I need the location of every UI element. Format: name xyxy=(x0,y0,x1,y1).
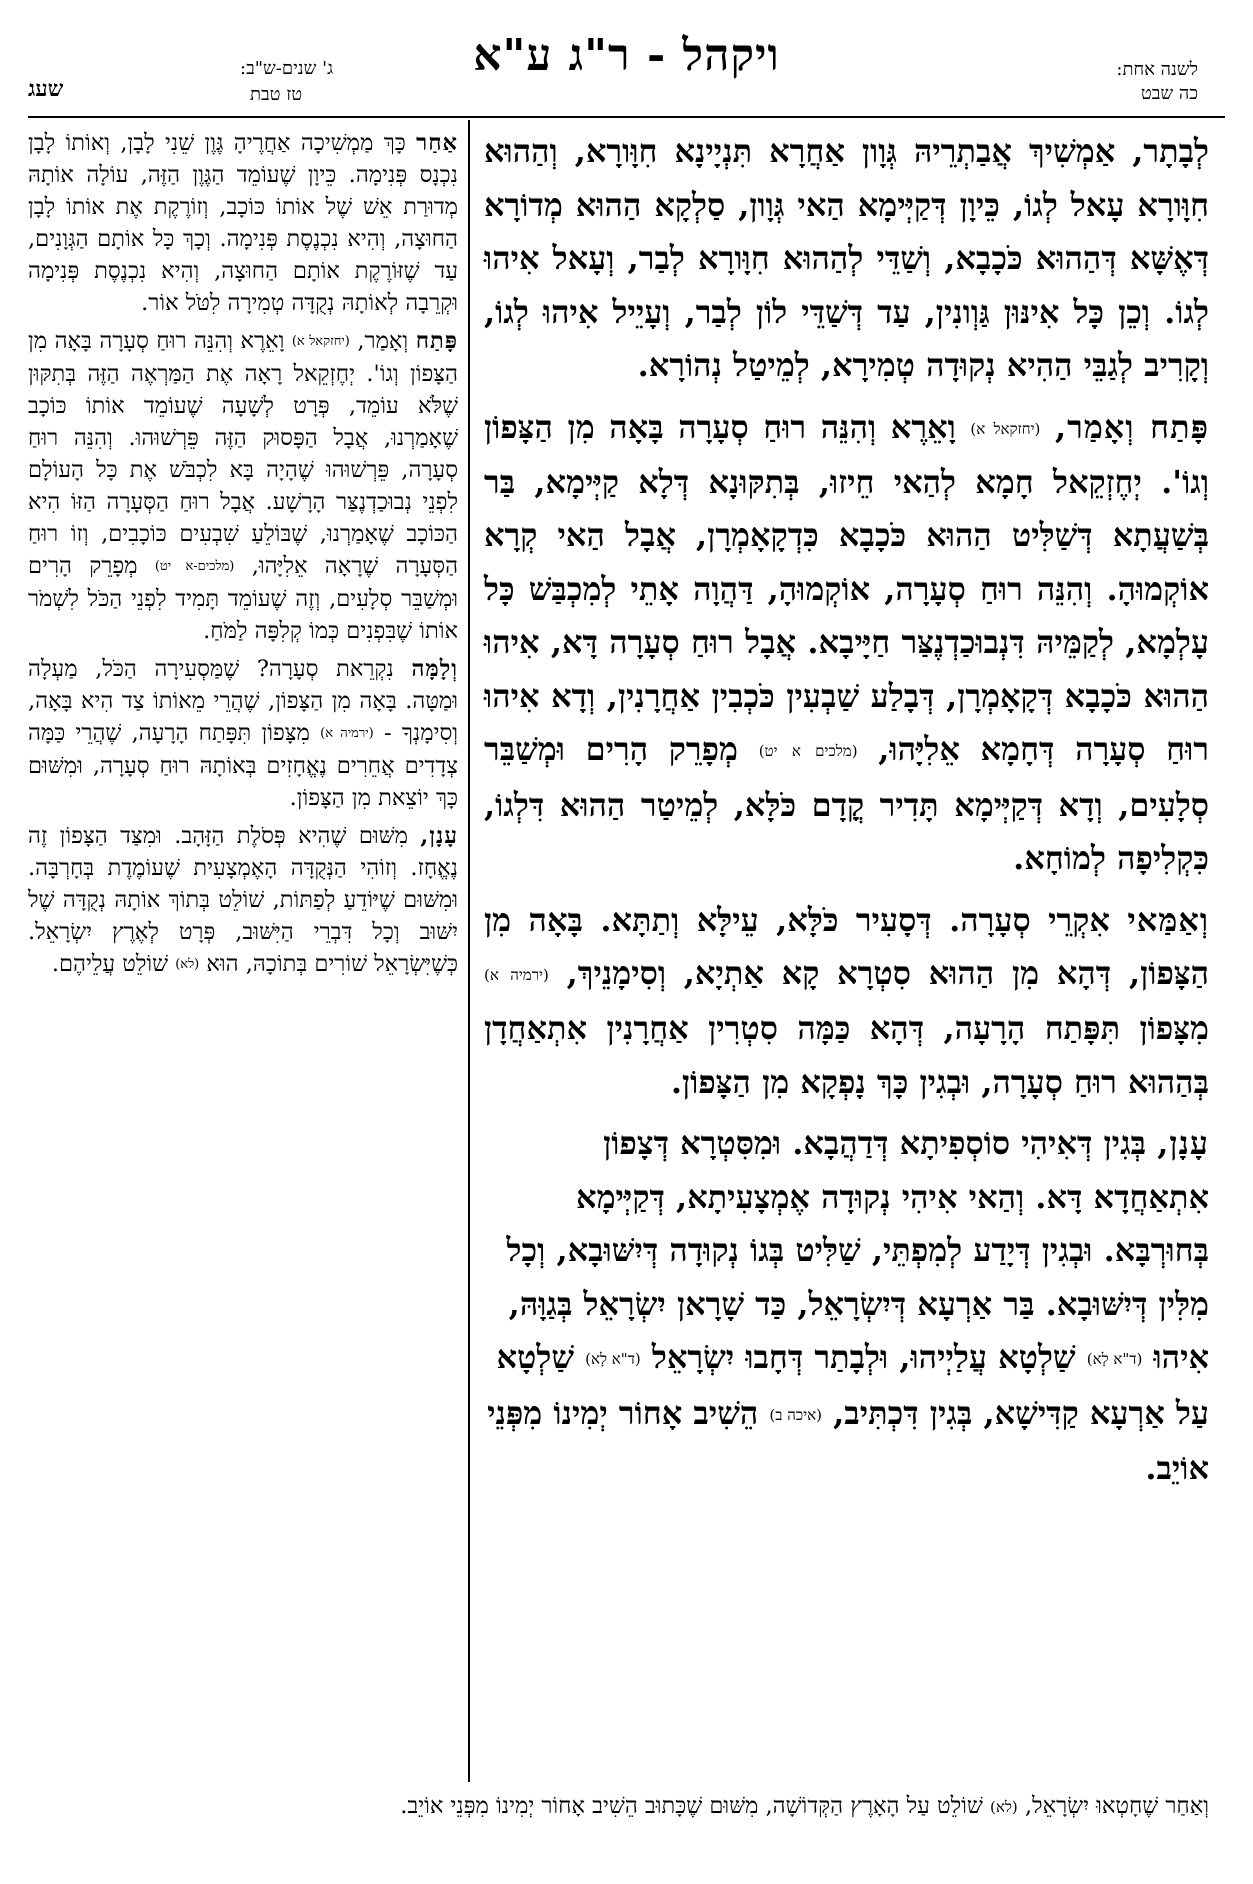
translation-paragraph xyxy=(28,127,458,319)
source-reference: (איכה ב) xyxy=(769,1405,823,1424)
paragraph-lead: עָנָן, xyxy=(420,823,459,849)
translation-text: כָּךְ מַמְשִׁיכָה אַחֲרֶיהָ גֶּוֶן שֵׁנִי לָבָן, וְאוֹתוֹ לָבָן נִכְנָס פְּנִימָה. כֵּיוָן שֶׁעוֹמֵד הַגֶּוֶן הַזֶּה, עוֹלָה אוֹתָהּ מְדוּרַת אֵשׁ שֶׁל אוֹתוֹ כּוֹכָב, וְזוֹרֶקֶת אֶת אוֹתוֹ לָבָן הַחוּצָה, וְהִיא נִכְנֶסֶת פְּנִימָה. וְכָךְ כָּל אוֹתָם הַגְּוָנִים, עַד שֶׁזּוֹרֶקֶת אוֹתָם הַחוּצָה, וְהִיא נִכְנֶסֶת פְּנִימָה וּקְרֵבָה לְאוֹתָהּ נְקֻדָּה טְמִירָה לִטֹּל אוֹר. xyxy=(28,130,458,316)
main-paragraph-text: וָאֵרֶא וְהִנֵּה רוּחַ סְעָרָה בָּאָה מִן הַצָּפוֹן וְגוֹ'. יְחֶזְקֵאל חָמָא לְהַאי חֵיזוּ, בְּתִקּוּנָא דְּלָא קַיְּימָא, בַּר בְּשַׁעֲתָא דְּשַׁלִּיט הַהוּא כֹּכָבָא כִּדְקָאָמְרָן, אֲבָל הַאי קְרָא אוֹקְמוּהָ. וְהִנֵּה רוּחַ סְעָרָה, אוֹקְמוּהָ, דַּהֲוָה אָתֵי לְמִכְבַּשׁ כָּל עָלְמָא, לְקַמֵּיהּ דִּנְבוּכַדְנֶצַּר חַיָּיבָא. אֲבָל רוּחַ סְעָרָה דָּא, אִיהוּ הַהוּא כֹּכָבָא דְּקָאָמְרָן, דְּבָלַע שַׁבְעִין כֹּכְבִין אַחֲרָנִין, וְדָא אִיהוּ רוּחַ סְעָרָה דְּחָמָא אֵלִיָּהוּ, xyxy=(484,407,1210,769)
column-divider xyxy=(468,120,470,1782)
source-reference: (ירמיה א) xyxy=(320,726,374,741)
main-paragraph-text: שַׁלְטָא עַל אַרְעָא קַדִּישָׁא, בְּגִין דִּכְתִּיב, xyxy=(496,1338,1209,1432)
translation-paragraph xyxy=(28,325,458,647)
source-reference: (ד"א לָא) xyxy=(585,1350,641,1368)
translation-text: שׁוֹלֵט עַל הָאָרֶץ הַקְּדוֹשָׁה, מִשּׁוּם שֶׁכָּתוּב הֵשִׁיב אָחוֹר יְמִינוֹ מִפְּנֵי אוֹיֵב. xyxy=(400,1793,983,1819)
header-date-right: כה שבט xyxy=(1140,83,1198,104)
main-paragraph-text: אִקְרֵי סְעָרָה. דְּסָעִיר כֹּלָּא, עֵילָּא וְתַתָּא. בָּאָה מִן הַצָּפוֹן, דְּהָא מִן הַהוּא סִטְרָא קָא אַתְיָא, וְסִימָנֵיךְ, xyxy=(484,900,1210,992)
paragraph-lead: וְלָמָּה xyxy=(411,656,458,682)
page-number: שעג xyxy=(28,76,64,102)
paragraph-lead: אַחַר xyxy=(416,130,458,156)
translation-text: מִשּׁוּם שֶׁהִיא פְּסֹלֶת הַזָּהָב. וּמִצַּד הַצָּפוֹן זֶה נֶאֱחָז. וְזוֹהִי הַנְּקֻדָּה הָאֶמְצָעִית שֶׁעוֹמֶדֶת בְּחָרְבָּה. וּמִשּׁוּם שֶׁיּוֹדֵעַ לְפַתּוֹת, שׁוֹלֵט בְּתוֹךְ אוֹתָהּ נְקֻדָּה שֶׁל יִשּׁוּב וְכָל דִּבְרֵי הַיִּשּׁוּב, פְּרָט לְאֶרֶץ יִשְׂרָאֵל. כְּשֶׁיִּשְׂרָאֵל שׁוֹרִים בְּתוֹכָהּ, הוּא xyxy=(28,823,458,977)
translation-text: מִצָּפוֹן תִּפָּתַח הָרָעָה, שֶׁהֲרֵי כַּמָּה צְדָדִים אֲחֵרִים נֶאֱחָזִים בְּאוֹתָהּ רוּחַ סְעָרָה, וּמִשּׁוּם כָּךְ יוֹצֵאת מִן הַצָּפוֹן. xyxy=(28,720,458,811)
translation-text: וְאַחַר שֶׁחָטְאוּ יִשְׂרָאֵל, xyxy=(1024,1793,1209,1819)
translation-text: נִקְרֵאת סְעָרָה? שֶׁמַּסְעִירָה הַכֹּל, מַעְלָה וּמַטָּה. בָּאָה מִן הַצָּפוֹן, שֶׁהֲרֵי מֵאוֹתוֹ צַד הִיא בָּאָה, וְסִימָנְךָ - xyxy=(28,656,459,746)
main-paragraph-text: מְפָרֵק הָרִים וּמְשַׁבֵּר סְלָעִים, וְדָא דְּקַיְּימָא תָּדִיר קֳדָם כֹּלָּא, לְמֵיטַר הַהוּא דִּלְגוֹ, כִּקְלִיפָה לְמוֹחָא. xyxy=(484,730,1209,877)
header-study-plan: לשנה אחת: xyxy=(1116,59,1198,80)
main-paragraph-text: שַׁלְטָא עֲלַיְיהוּ, וּלְבָתַר דְּחָבוּ יִשְׂרָאֵל xyxy=(651,1338,1076,1377)
main-paragraph xyxy=(484,125,1209,393)
source-reference: (ד"א לָא) xyxy=(1086,1350,1143,1368)
paragraph-lead: פָּתַח xyxy=(415,328,458,354)
source-reference: (מלכים-א יט) xyxy=(154,559,235,574)
paragraph-lead: וְאַמַּאי xyxy=(1127,900,1210,939)
translation-continuation xyxy=(28,1790,1209,1823)
header-study-plan-left: ג' שנים-ש"ב: xyxy=(240,58,334,79)
source-reference: (ירמיה א) xyxy=(484,965,549,984)
source-reference: (לא) xyxy=(175,957,200,972)
source-reference: (מלכים א יט) xyxy=(758,742,858,760)
main-paragraph xyxy=(484,401,1209,886)
translation-text: מְפָרֵק הָרִים וּמְשַׁבֵּר סְלָעִים, וְזֶה שֶׁעוֹמֵד תָּמִיד לִפְנֵי הַכֹּל לִשְׁמֹר אוֹתוֹ שֶׁבִּפְנִים כְּמוֹ קְלִפָּה לַמֹּחַ. xyxy=(28,553,458,644)
translation-column xyxy=(28,127,458,981)
paragraph-lead: פָּתַח וְאָמַר, xyxy=(1054,407,1209,446)
main-text-column xyxy=(484,125,1209,1495)
translation-text: שׁוֹלֵט עֲלֵיהֶם. xyxy=(51,951,169,977)
main-paragraph xyxy=(484,1117,1209,1495)
main-paragraph xyxy=(484,894,1209,1110)
translation-paragraph xyxy=(28,820,458,981)
translation-text: וָאֵרֶא וְהִנֵּה רוּחַ סְעָרָה בָּאָה מִן הַצָּפוֹן וְגוֹ'. יְחֶזְקֵאל רָאָה אֶת הַמַּרְאֶה הַזֶּה בְּתִקּוּן שֶׁלֹּא עוֹמֵד, פְּרָט לְשָׁעָה שֶׁעוֹמֵד אוֹתוֹ כּוֹכָב שֶׁאָמַרְנוּ, אֲבָל הַפָּסוּק הַזֶּה פֵּרְשׁוּהוּ. וְהִנֵּה רוּחַ סְעָרָה, פֵּרְשׁוּהוּ שֶׁהָיָה בָּא לִכְבֹּשׁ אֶת כָּל הָעוֹלָם לִפְנֵי נְבוּכַדְנֶצַּר הָרָשָׁע. אֲבָל רוּחַ הַסְּעָרָה הַזּוֹ הִיא הַכּוֹכָב שֶׁאָמַרְנוּ, שֶׁבּוֹלֵעַ שִׁבְעִים כּוֹכָבִים, וְזוֹ רוּחַ הַסְּעָרָה שֶׁרָאָה אֵלִיָּהוּ, xyxy=(28,328,459,579)
source-reference: (יחזקאל א) xyxy=(291,334,350,349)
header-date-left: טז טבת xyxy=(250,84,303,105)
main-paragraph-text: לְבָתָר, אַמְשִׁיךְ אֲבַתְרֵיהּ גְּוָון אַחֲרָא תִּנְיָינָא חִוָּורָא, וְהַהוּא חִוָּורָא עָאל לְגוֹ, כֵּיוָן דְּקַיְּימָא הַאי גְּוָון, סַלְקָא הַהוּא מְדוֹרָא דְּאֶשָּׁא דְּהַהוּא כֹּכָבָא, וְשַׁדֵּי לְהַהוּא חִוָּורָא לְבַר, וְעָאל אִיהוּ לְגוֹ. וְכֵן כָּל אִינּוּן גַּוְונִין, עַד דְּשַׁדֵּי לוֹן לְבַר, וְעָיֵיל אִיהוּ לְגוֹ, וְקָרִיב לְגַבֵּי הַהִיא נְקוּדָה טְמִירָא, לְמֵיטַל נְהוֹרָא. xyxy=(484,132,1209,384)
paragraph-lead: עָנָן, xyxy=(1157,1124,1209,1163)
source-reference: (יחזקאל א) xyxy=(970,419,1041,438)
translation-paragraph xyxy=(28,653,458,814)
source-reference: (לא) xyxy=(990,1798,1018,1816)
main-paragraph-text: מִצָּפוֹן תִּפָּתַח הָרָעָה, דְּהָא כַּמָּה סִטְרִין אַחֲרָנִין אִתְאַחֲדָן בְּהַהוּא רוּחַ סְעָרָה, וּבְגִין כָּךְ נָפְקָא מִן הַצָּפוֹן. xyxy=(484,1009,1209,1101)
main-paragraph-text: בְּגִין דְּאִיהִי סוֹסְפִיתָא דְּדַהֲבָא. וּמִסִּטְרָא דְּצָפוֹן אִתְאַחֲדָא דָּא. וְהַאי אִיהִי נְקוּדָה אֶמְצָעִיתָא, דְּקַיְּימָא בְּחוּרְבָּא. וּבְגִין דְּיָדַע לְמִפְתֵּי, שַׁלִּיט בְּגוֹ נְקוּדָה דְּיִשּׁוּבָא, וְכָל מִלִּין דְּיִשּׁוּבָא. בַּר אַרְעָא דְּיִשְׂרָאֵל, כַּד שָׁרָאן יִשְׂרָאֵל בְּגַוָּהּ, אִיהוּ xyxy=(506,1124,1209,1377)
translation-text: וְאָמַר, xyxy=(357,328,409,354)
page-title: ויקהל - ר"ג ע"א xyxy=(473,30,780,81)
header-divider xyxy=(28,116,1225,118)
main-paragraph-text: הֵשִׁיב אָחוֹר יְמִינוֹ מִפְּנֵי אוֹיֵב. xyxy=(487,1393,1209,1487)
